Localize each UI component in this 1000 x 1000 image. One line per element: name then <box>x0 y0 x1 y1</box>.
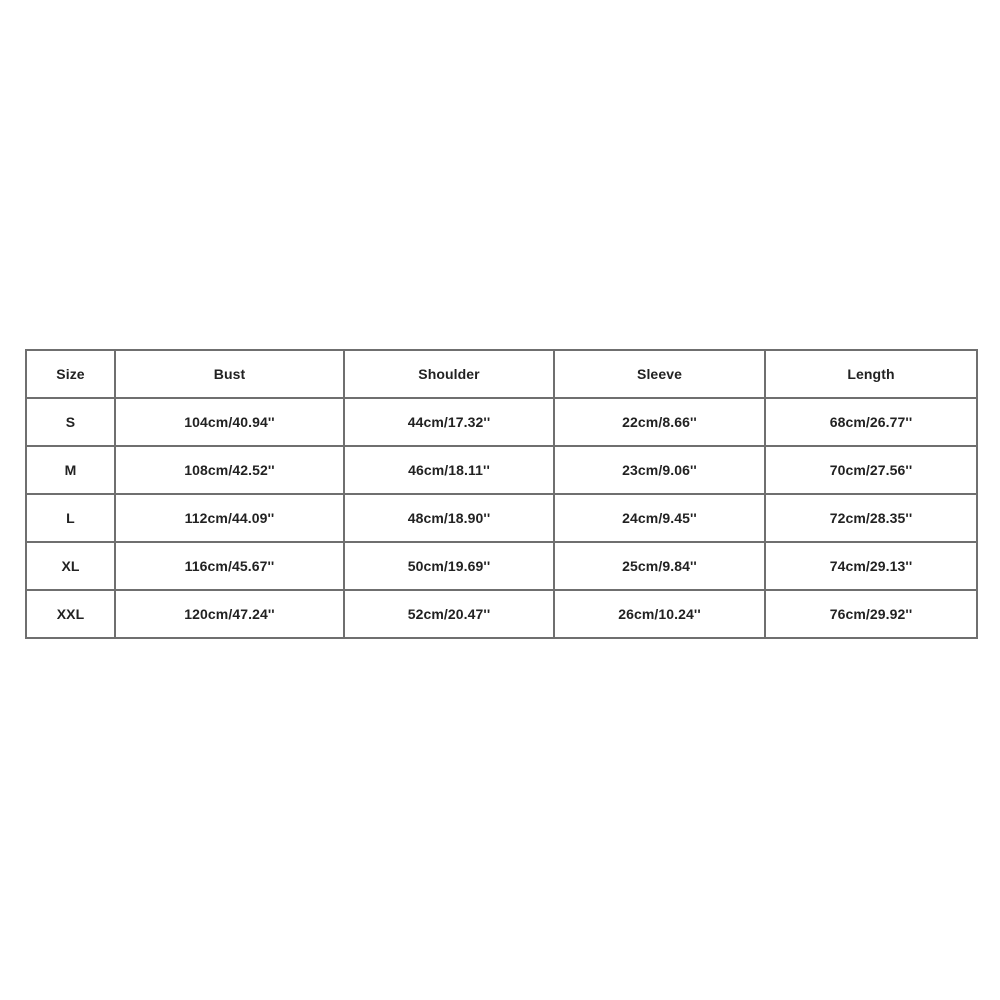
cell-size: XL <box>26 542 115 590</box>
cell-sleeve: 22cm/8.66'' <box>554 398 765 446</box>
cell-size: XXL <box>26 590 115 638</box>
header-row <box>26 350 977 398</box>
cell-size: S <box>26 398 115 446</box>
cell-bust: 116cm/45.67'' <box>115 542 344 590</box>
header-length: Length <box>765 350 977 398</box>
cell-bust: 108cm/42.52'' <box>115 446 344 494</box>
cell-shoulder: 50cm/19.69'' <box>344 542 554 590</box>
table-row <box>26 494 977 542</box>
cell-length: 72cm/28.35'' <box>765 494 977 542</box>
cell-length: 74cm/29.13'' <box>765 542 977 590</box>
cell-length: 70cm/27.56'' <box>765 446 977 494</box>
cell-bust: 112cm/44.09'' <box>115 494 344 542</box>
cell-sleeve: 23cm/9.06'' <box>554 446 765 494</box>
cell-shoulder: 46cm/18.11'' <box>344 446 554 494</box>
header-size: Size <box>26 350 115 398</box>
cell-size: L <box>26 494 115 542</box>
table-row <box>26 590 977 638</box>
cell-sleeve: 26cm/10.24'' <box>554 590 765 638</box>
table-header <box>26 350 977 398</box>
cell-shoulder: 48cm/18.90'' <box>344 494 554 542</box>
cell-shoulder: 52cm/20.47'' <box>344 590 554 638</box>
cell-size: M <box>26 446 115 494</box>
cell-bust: 120cm/47.24'' <box>115 590 344 638</box>
size-chart-table <box>25 349 978 639</box>
table-row <box>26 398 977 446</box>
header-bust: Bust <box>115 350 344 398</box>
cell-length: 76cm/29.92'' <box>765 590 977 638</box>
cell-sleeve: 25cm/9.84'' <box>554 542 765 590</box>
cell-shoulder: 44cm/17.32'' <box>344 398 554 446</box>
header-shoulder: Shoulder <box>344 350 554 398</box>
cell-sleeve: 24cm/9.45'' <box>554 494 765 542</box>
cell-bust: 104cm/40.94'' <box>115 398 344 446</box>
table-row <box>26 542 977 590</box>
header-sleeve: Sleeve <box>554 350 765 398</box>
table-body <box>26 398 977 638</box>
cell-length: 68cm/26.77'' <box>765 398 977 446</box>
table-row <box>26 446 977 494</box>
